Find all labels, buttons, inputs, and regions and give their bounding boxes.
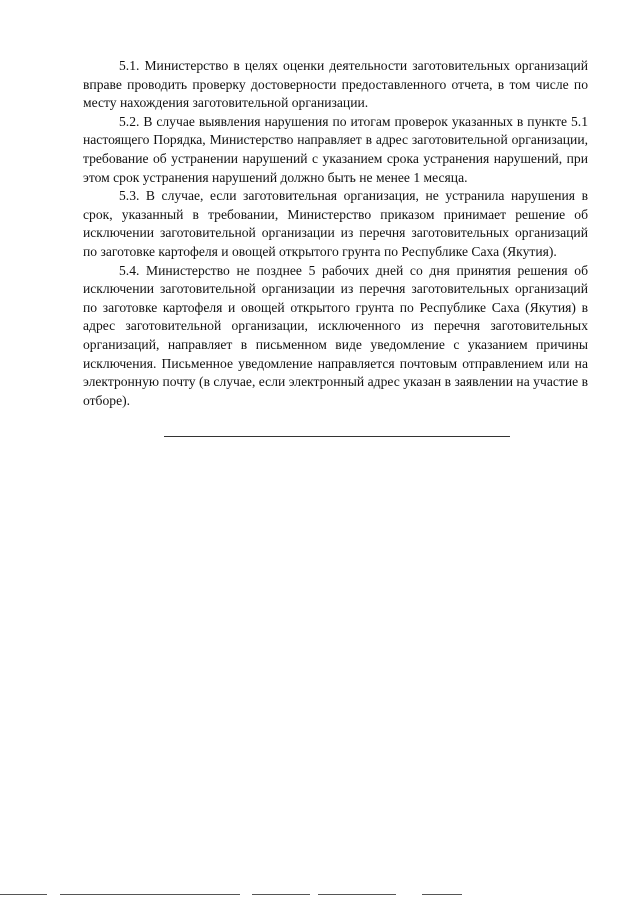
paragraph-5-2: 5.2. В случае выявления нарушения по итогам проверок указанных в пункте 5.1 настоящего Порядка, Министерство направляет в адрес заготовительной организации, требование об устранении нарушений с указанием срока устранения нарушений, при этом срок устранения нарушений должно быть не менее 1 месяца. [83,113,588,185]
scan-edge-line [60,894,240,895]
scan-edge-line [0,894,47,895]
scan-edge-line [422,894,462,895]
scan-edge-line [318,894,396,895]
scan-edge-line [252,894,310,895]
paragraph-5-3: 5.3. В случае, если заготовительная организация, не устранила нарушения в срок, указанный в требовании, Министерство приказом принимает решение об исключении заготовительной организации из перечня заготовительных организаций по заготовке картофеля и овощей открытого грунта по Республике Саха (Якутия). [83,188,588,259]
end-of-text-rule [164,436,510,437]
document-body [83,57,588,410]
paragraph-5-1: 5.1. Министерство в целях оценки деятельности заготовительных организаций вправе проводить проверку достоверности предоставленного отчета, в том числе по месту нахождения заготовительной организации. [83,58,588,111]
paragraph-5-4: 5.4. Министерство не позднее 5 рабочих дней со дня принятия решения об исключении заготовительной организации из перечня заготовительных организаций по заготовке картофеля и овощей открытого грунта по Республике Саха (Якутия) в адрес заготовительной организации, исключенного из перечня заготовительных организаций, направляет в письменном виде уведомление с указанием причины исключения. Письменное уведомление направляется почтовым отправлением или на электронную почту (в случае, если электронный адрес указан в заявлении на участие в отборе). [83,262,588,408]
